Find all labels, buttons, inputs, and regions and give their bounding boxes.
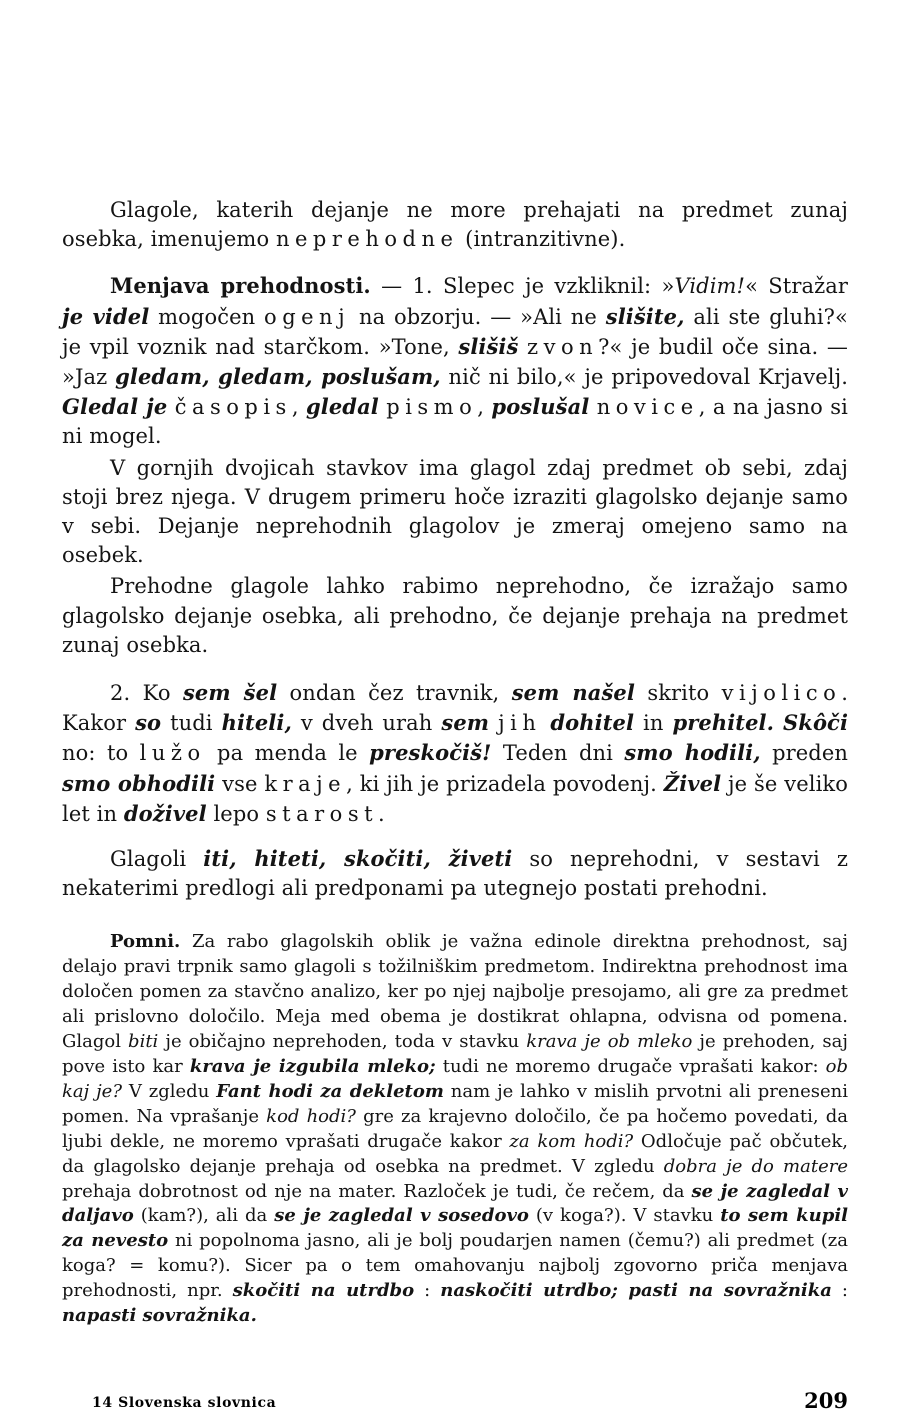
italic-text: biti <box>128 1031 159 1053</box>
paragraph-examples-2: 2. Ko sem šel ondan čez travnik, sem našel skrito vijolico. Kakor so tudi hiteli, v dveh urah sem jih dohitel in prehitel. Skôči no: to lužo pa menda le preskočiš! Teden dni smo hodili, preden smo obhodili vse kraje, ki jih je prizadela povodenj. Živel je še veliko let in doživel lepo starost. <box>62 680 849 826</box>
italic-text: dobra je do matere <box>663 1155 848 1177</box>
emphasized-verb: sem šel <box>182 680 278 706</box>
spaced-object: pismo <box>386 395 478 420</box>
emphasized-verb: doživel <box>123 800 207 826</box>
paragraph-pomni: Pomni. Za rabo glagolskih oblik je važna edinole direktna prehodnost, saj delajo pravi trpnik samo glagoli s tožilniškim predmetom. Indirektna prehodnost ima določen pomen za stavčno analizo, ker po njej najbolje presojamo, ali gre za predmet ali prislovno določilo. Meja med obema je dostikrat ohlapna, odvisna od pomena. Glagol biti je običajno neprehoden, toda v stavku krava je ob mleko je prehoden, saj pove isto kar krava je izgubila mleko; tudi ne moremo drugače vprašati kakor: ob kaj je? V zgledu Fant hodi za dekletom nam je lahko v mislih prvotni ali preneseni pomen. Na vprašanje kod hodi? gre za krajevno določilo, če pa hočemo povedati, da ljubi dekle, ne moremo vprašati drugače kakor za kom hodi? Odločuje pač občutek, da glagolsko dejanje prehaja od osebka na predmet. V zgledu dobra je do matere prehaja dobrotnost od nje na mater. Razloček je tudi, če rečem, da se je zagledal v daljavo (kam?), ali da se je zagledal v sosedovo (v koga?). V stavku to sem kupil za nevesto ni popolnoma jasno, ali je bolj poudarjen namen (čemu?) ali predmet (za koga? = komu?). Sicer pa o tem omahovanju najbolj zgovorno priča menjava prehodnosti, npr. skočiti na utrdbo : naskočiti utrdbo; pasti na sovražnika : napasti sovražnika. <box>62 931 848 1327</box>
spaced-object: lužo <box>139 741 206 766</box>
emphasized-verb: sem <box>441 710 490 736</box>
emphasized-verb: gledal <box>305 394 379 420</box>
italic-text: Vidim! <box>674 274 746 299</box>
emphasized-verb: sem našel <box>511 680 635 706</box>
emphasized-verb: naskočiti utrdbo; pasti na sovražnika <box>440 1280 832 1302</box>
emphasized-verb: slišite, <box>605 303 685 329</box>
paragraph-glagoli-iti: Glagoli iti, hiteti, skočiti, živeti so neprehodni, v sestavi z nekaterimi predlogi ali predponami pa utegnejo postati prehodni. <box>62 846 848 901</box>
note-block <box>62 930 848 1329</box>
emphasized-verb: smo hodili, <box>624 740 761 766</box>
emphasized-verb: to sem kupil za nevesto <box>62 1205 848 1252</box>
emphasized-verb: Gledal je <box>62 394 168 420</box>
emphasized-verb: iti, hiteti, skočiti, živeti <box>203 846 513 872</box>
spaced-object: ogenj <box>264 304 351 329</box>
emphasized-verb: se je zagledal v sosedovo <box>274 1205 529 1227</box>
emphasized-verb: skočiti na utrdbo <box>232 1280 415 1302</box>
emphasized-verb: Fant hodi za dekletom <box>216 1080 444 1102</box>
spaced-object: novice <box>596 395 699 420</box>
page-content <box>62 196 848 1329</box>
emphasized-verb: je videl <box>62 303 150 329</box>
spaced-object: vijolico <box>721 681 842 706</box>
emphasized-verb: poslušal <box>491 394 590 420</box>
emphasized-verb: dohitel <box>550 710 635 736</box>
spaced-object: neprehodne <box>275 227 459 252</box>
emphasized-verb: smo obhodili <box>62 770 216 796</box>
emphasized-verb: napasti sovražnika. <box>62 1305 257 1327</box>
italic-text: za kom hodi? <box>509 1130 634 1152</box>
italic-text: kod hodi? <box>266 1105 356 1127</box>
bold-text: Menjava prehodnosti. <box>110 273 371 299</box>
emphasized-verb: krava je izgubila mleko; <box>189 1056 436 1077</box>
emphasized-verb: Živel <box>663 770 722 796</box>
italic-text: krava je ob mleko <box>526 1031 693 1053</box>
spaced-object: starost <box>265 801 379 826</box>
paragraph-prehodne-glagole: Prehodne glagole lahko rabimo neprehodno, če izražajo samo glagolsko dejanje osebka, ali prehodno, če dejanje prehaja na predmet zunaj osebka. <box>62 574 848 657</box>
emphasized-verb: hiteli, <box>221 710 292 736</box>
bold-text: Pomni. <box>110 931 181 953</box>
spaced-object: zvon <box>527 334 599 359</box>
paragraph-menjava-prehodnosti: Menjava prehodnosti. — 1. Slepec je vzkliknil: »Vidim!« Stražar je videl mogočen ogenj na obzorju. — »Ali ne slišite, ali ste gluhi?« je vpil voznik nad starčkom. »Tone, slišiš zvon?« je budil oče sina. — »Jaz gledam, gledam, poslušam, nič ni bilo,« je pripovedoval Krjavelj. Gledal je časopis, gledal pismo, poslušal novice, a na jasno si ni mogel. <box>62 273 849 449</box>
italic-text: ob kaj je? <box>62 1056 848 1102</box>
emphasized-verb: se je zagledal v daljavo <box>62 1180 848 1227</box>
spaced-object: časopis <box>174 395 292 420</box>
paragraph-intranzitivne: Glagole, katerih dejanje ne more prehajati na predmet zunaj osebka, imenujemo neprehodne (intranzitivne). <box>62 198 848 252</box>
emphasized-verb: Skôči <box>783 710 849 736</box>
paragraph-explanation: V gornjih dvojicah stavkov ima glagol zdaj predmet ob sebi, zdaj stoji brez njega. V drugem primeru hoče izraziti glagolsko dejanje samo v sebi. Dejanje neprehodnih glagolov je zmeraj omejeno samo na osebek. <box>62 455 848 568</box>
footer-signature: 14 Slovenska slovnica <box>92 1395 277 1411</box>
emphasized-verb: slišiš <box>458 333 519 359</box>
emphasized-verb: so <box>135 710 162 736</box>
spaced-object: kraje <box>264 771 347 796</box>
page-footer <box>92 1385 848 1415</box>
page-number: 209 <box>804 1388 848 1413</box>
spaced-object: jih <box>498 711 542 736</box>
emphasized-verb: gledam, gledam, poslušam, <box>115 364 441 390</box>
emphasized-verb: preskočiš! <box>369 740 492 766</box>
emphasized-verb: prehitel. <box>672 710 775 736</box>
